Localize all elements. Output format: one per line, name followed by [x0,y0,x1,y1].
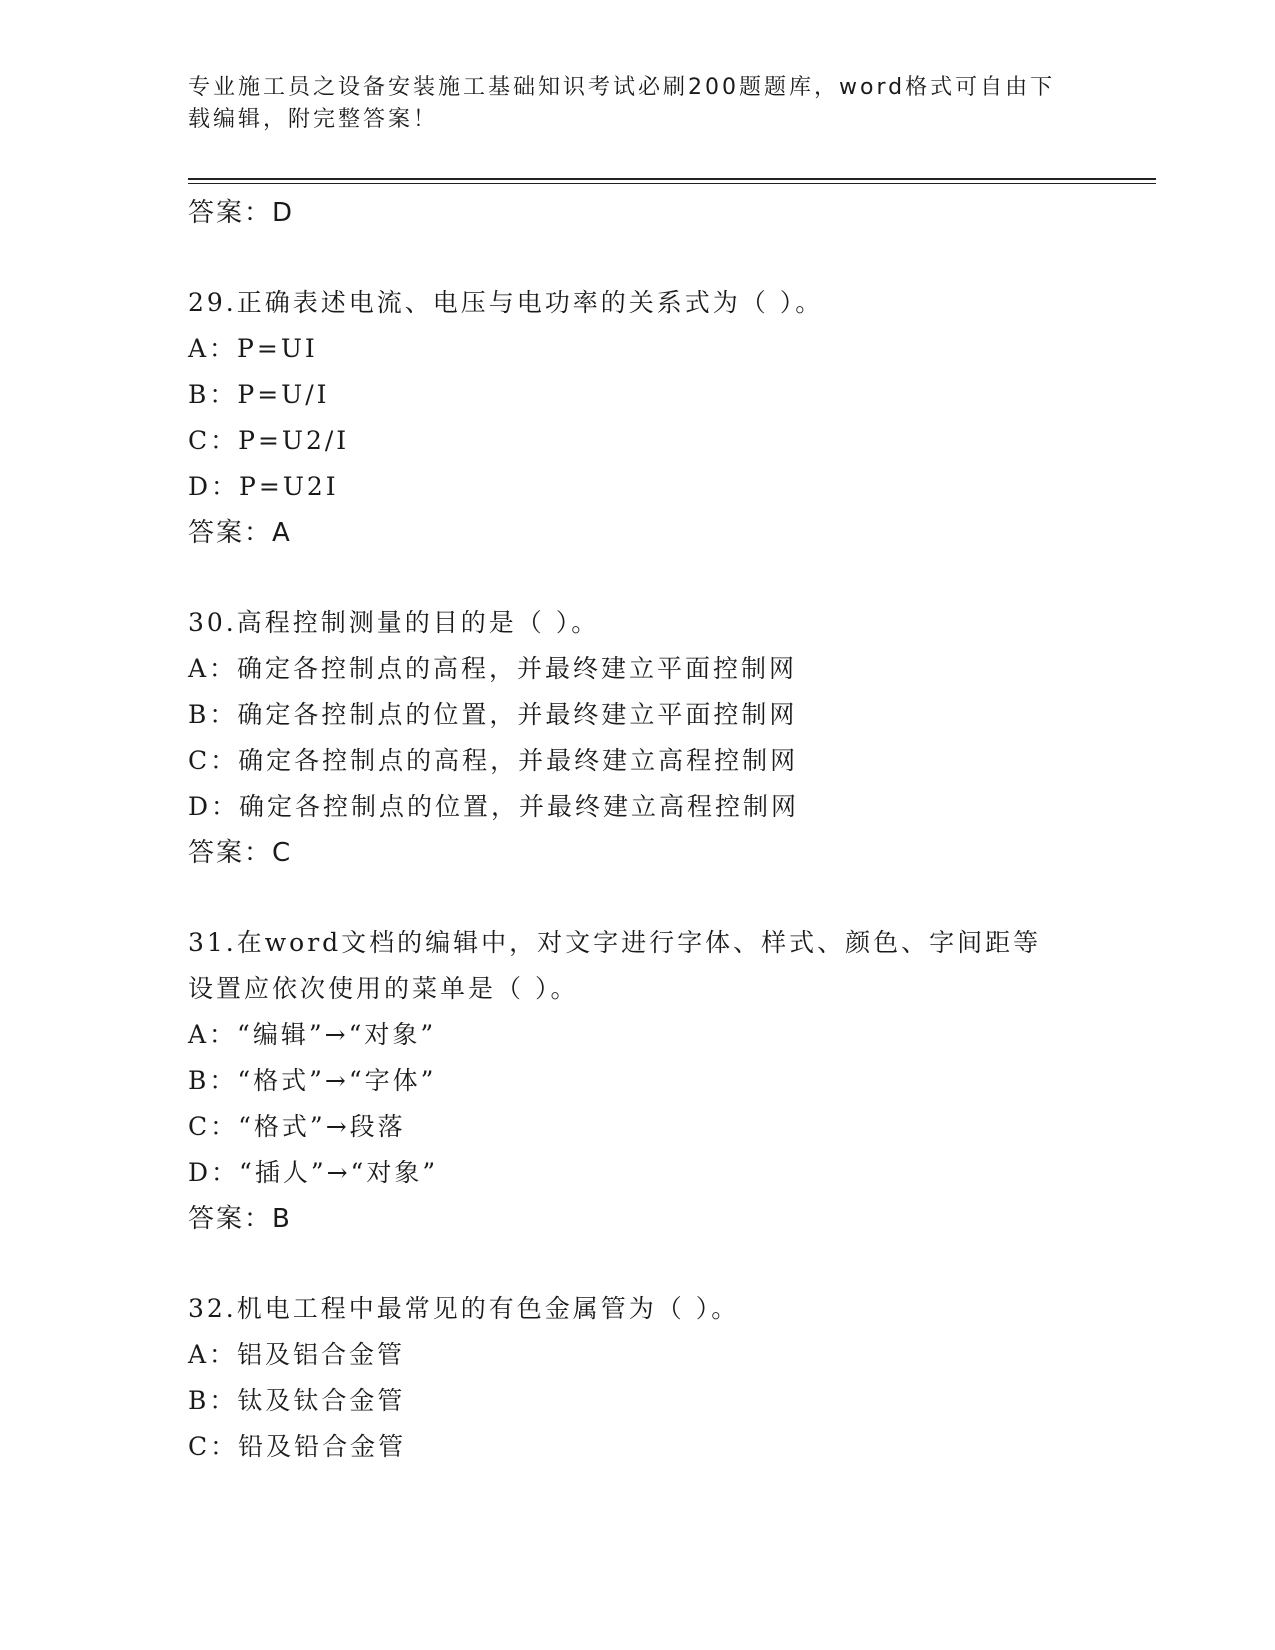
option-b: B：钛及钛合金管 [188,1386,406,1415]
option-d: D：“插人”→“对象” [188,1158,439,1187]
option-d: D：P=U2I [188,472,339,501]
header-divider [188,178,1156,184]
question-block-29 [188,280,1148,556]
option-a: A：“编辑”→“对象” [188,1020,437,1049]
option-d: D：确定各控制点的位置，并最终建立高程控制网 [188,792,800,821]
question-text: 29.正确表述电流、电压与电功率的关系式为（ ）。 [188,288,824,317]
answer-line: 答案：D [188,198,295,228]
question-text: 30.高程控制测量的目的是（ ）。 [188,608,600,637]
question-block-31 [188,920,1148,1242]
spacer [188,876,1148,920]
question-block-30 [188,600,1148,876]
spacer [188,556,1148,600]
answer-line: 答案：C [188,838,293,868]
answer-line: 答案：B [188,1204,292,1234]
option-b: B：确定各控制点的位置，并最终建立平面控制网 [188,700,798,729]
question-text-line-1: 31.在word文档的编辑中，对文字进行字体、样式、颜色、字间距等 [188,928,1042,957]
question-text: 32.机电工程中最常见的有色金属管为（ ）。 [188,1294,740,1323]
option-c: C：P=U2/I [188,426,350,455]
option-a: A：铝及铝合金管 [188,1340,406,1369]
option-c: C：“格式”→段落 [188,1112,406,1141]
question-block-32 [188,1286,1148,1470]
option-b: B：“格式”→“字体” [188,1066,437,1095]
spacer [188,236,1148,280]
option-a: A：确定各控制点的高程，并最终建立平面控制网 [188,654,798,683]
option-c: C：铅及铅合金管 [188,1432,407,1461]
option-b: B：P=U/I [188,380,330,409]
page-header-title: 专业施工员之设备安装施工基础知识考试必刷200题题库，word格式可自由下载编辑，附完整答案！ [188,75,1056,132]
document-body [188,190,1148,1470]
spacer [188,1242,1148,1286]
question-text-line-2: 设置应依次使用的菜单是（ ）。 [188,974,579,1003]
option-a: A：P=UI [188,334,318,363]
option-c: C：确定各控制点的高程，并最终建立高程控制网 [188,746,799,775]
answer-line: 答案：A [188,518,292,548]
